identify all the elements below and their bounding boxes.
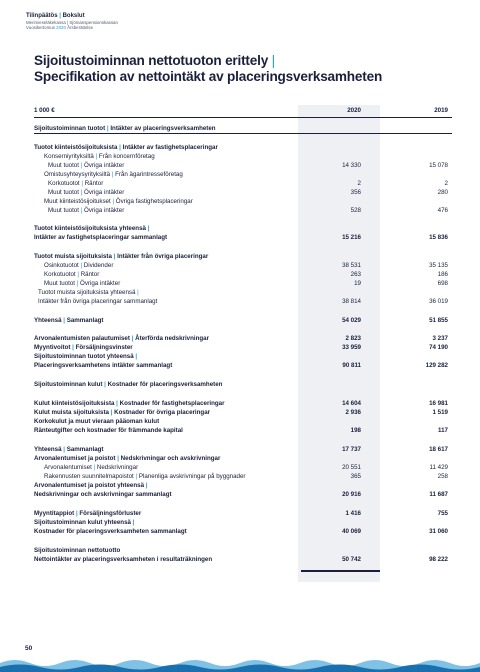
page-number: 50 xyxy=(25,645,33,652)
row-label-sv: Intäkter av fastighetsplaceringar xyxy=(122,144,218,151)
value-2020: 2 xyxy=(357,180,361,187)
row-label-sv: Övriga intäkter xyxy=(84,189,125,196)
header-report-fi: Vuosikertomus xyxy=(26,25,55,31)
row-label xyxy=(44,197,193,206)
value-2020: 33 959 xyxy=(342,344,361,351)
value-2019: 280 xyxy=(437,189,448,196)
row-label-fi: Omistusyhteysyrityksiltä xyxy=(44,171,111,178)
row-label-sv: Räntor xyxy=(80,271,100,278)
row-label-sv: Från ägarintresseföretag xyxy=(115,171,183,178)
row-label-separator: | xyxy=(61,446,67,453)
column-header-2020: 2020 xyxy=(347,107,361,114)
table-row xyxy=(34,316,452,325)
row-label-fi: Tuotot muista sijoituksista yhteensä xyxy=(38,289,136,296)
table-row xyxy=(34,297,452,306)
value-2019: 11 429 xyxy=(429,464,448,471)
row-label-fi: Sijoitustoiminnan kulut yhteensä xyxy=(34,519,131,526)
row-label-separator: | xyxy=(79,180,85,187)
row-label-sv: Räntor xyxy=(84,180,104,187)
row-label xyxy=(34,518,134,527)
header-title-sv: Bokslut xyxy=(62,13,85,19)
row-label-fi: Korkotuotot xyxy=(48,180,80,187)
row-label-separator: | xyxy=(144,482,148,489)
row-label-fi: Arvonalentumiset ja poistot yhteensä xyxy=(34,482,145,489)
value-2020: 2 823 xyxy=(345,335,361,342)
row-label-sv: Kostnader för fastighetsplaceringar xyxy=(119,400,225,407)
row-label-sv: Från koncernföretag xyxy=(98,153,155,160)
row-label-fi: Sijoitustoiminnan nettotuotto xyxy=(34,547,121,554)
header-rule xyxy=(34,117,452,118)
row-label xyxy=(38,288,139,297)
table-row xyxy=(34,490,452,499)
row-label xyxy=(34,445,103,454)
row-label-fi: Tuotot kiinteistösijoituksista xyxy=(34,144,118,151)
header-title-fi: Tilinpäätös xyxy=(26,13,58,19)
row-label-sv: Nedskrivningar xyxy=(96,464,139,471)
row-label-separator: | xyxy=(108,409,115,416)
row-label xyxy=(34,454,220,463)
row-label xyxy=(34,481,147,490)
table-row xyxy=(34,555,452,564)
row-label-fi: Muut tuotot xyxy=(48,162,79,169)
row-label-separator: | xyxy=(102,381,108,388)
row-label-fi: Arvonalentumisten palautumiset xyxy=(34,335,130,342)
row-label-separator: | xyxy=(78,189,85,196)
total-rule xyxy=(301,570,380,572)
table-row xyxy=(34,546,452,555)
row-label-fi: Yhteensä xyxy=(34,317,62,324)
row-label-fi: Korkokulut ja muut vieraan pääoman kulut xyxy=(34,418,160,425)
table-row xyxy=(34,408,452,417)
value-2019: 476 xyxy=(437,207,448,214)
value-2020: 54 029 xyxy=(342,317,361,324)
table-row xyxy=(34,509,452,518)
row-label-fi: Intäkter från övriga placeringar sammanlagt xyxy=(38,298,158,305)
page-title-sv: Specifikation av nettointäkt av placeringsverksamheten xyxy=(34,69,383,84)
table-row xyxy=(34,152,452,161)
table-row xyxy=(34,252,452,261)
value-2019: 258 xyxy=(437,473,448,480)
table-row xyxy=(34,124,452,133)
row-label xyxy=(44,472,245,481)
row-label-fi: Osinkotuotot xyxy=(44,262,79,269)
row-label-fi: Muut kiinteistösijoitukset xyxy=(44,198,111,205)
row-label xyxy=(34,408,210,417)
row-label xyxy=(34,490,172,499)
row-label-separator: | xyxy=(115,455,121,462)
row-label-fi: Tuotot kiinteistösijoituksista yhteensä xyxy=(34,225,146,232)
row-label-sv: Sammanlagt xyxy=(66,446,104,453)
value-2019: 98 222 xyxy=(429,556,448,563)
value-2020: 38 531 xyxy=(342,262,361,269)
value-2020: 365 xyxy=(350,473,361,480)
row-label xyxy=(44,270,99,279)
value-2020: 1 416 xyxy=(345,510,361,517)
row-label xyxy=(34,143,218,152)
row-label xyxy=(34,546,120,555)
row-label-sv: Intäkter av placeringsverksamheten xyxy=(110,125,216,132)
value-2019: 2 xyxy=(444,180,448,187)
row-label xyxy=(48,206,124,215)
page-title-fi: Sijoitustoiminnan nettotuoton erittely | xyxy=(34,53,275,68)
row-label-sv: Övriga fastighetsplaceringar xyxy=(115,198,193,205)
value-2020: 20 916 xyxy=(342,491,361,498)
header-report-sv: Årsberättelse xyxy=(67,25,94,31)
row-label-fi: Intäkter av fastighetsplaceringar sammanlagt xyxy=(34,234,168,241)
row-label-separator: | xyxy=(105,125,111,132)
header-report-line xyxy=(26,25,118,30)
table-row xyxy=(34,445,452,454)
value-2019: 117 xyxy=(438,427,448,434)
row-label-separator: | xyxy=(78,207,85,214)
row-label-fi: Sijoitustoiminnan tuotot xyxy=(34,125,106,132)
table-row xyxy=(34,188,452,197)
value-2019: 15 836 xyxy=(429,234,448,241)
row-label xyxy=(34,343,133,352)
table-row xyxy=(34,161,452,170)
value-2020: 20 551 xyxy=(342,464,361,471)
row-label-separator: | xyxy=(145,225,150,232)
value-2019: 74 190 xyxy=(429,344,448,351)
row-label xyxy=(48,188,124,197)
row-label-fi: Myyntivoitot xyxy=(34,344,71,351)
value-2020: 263 xyxy=(350,271,361,278)
row-label xyxy=(34,124,216,133)
row-label xyxy=(44,261,113,270)
value-2019: 1 519 xyxy=(432,409,448,416)
row-label xyxy=(34,352,137,361)
row-label-fi: Muut tuotot xyxy=(44,280,75,287)
row-label-sv: Övriga intäkter xyxy=(80,280,121,287)
row-label-fi: Kulut muista sijoituksista xyxy=(34,409,109,416)
row-label-sv: Intäkter från övriga placeringar xyxy=(117,253,209,260)
value-2020: 2 936 xyxy=(345,409,361,416)
row-label xyxy=(34,334,209,343)
table-row xyxy=(34,206,452,215)
row-label xyxy=(34,252,208,261)
row-label xyxy=(34,426,183,435)
header-title xyxy=(26,13,118,20)
column-header-2019: 2019 xyxy=(434,107,448,114)
value-2020: 17 737 xyxy=(342,446,361,453)
value-2019: 51 855 xyxy=(429,317,448,324)
row-label-sv: Övriga intäkter xyxy=(84,162,125,169)
row-label xyxy=(34,509,141,518)
row-label-fi: Sijoitustoiminnan kulut xyxy=(34,381,103,388)
table-row xyxy=(34,352,452,361)
table-row xyxy=(34,270,452,279)
row-label-separator: | xyxy=(61,317,67,324)
table-row xyxy=(34,518,452,527)
table-row xyxy=(34,417,452,426)
row-label xyxy=(44,279,120,288)
row-label xyxy=(34,399,225,408)
row-label-separator: | xyxy=(129,335,136,342)
row-label-separator: | xyxy=(93,153,99,160)
row-label-separator: | xyxy=(110,171,116,178)
row-label xyxy=(44,463,138,472)
value-2020: 198 xyxy=(350,427,361,434)
table-row xyxy=(34,334,452,343)
value-2020: 528 xyxy=(350,207,361,214)
header-separator: | xyxy=(59,13,61,19)
table-row xyxy=(34,454,452,463)
value-2019: 18 617 xyxy=(429,446,448,453)
table-row xyxy=(34,399,452,408)
row-label xyxy=(34,555,212,564)
row-label-separator: | xyxy=(74,510,80,517)
row-label-fi: Korkotuotot xyxy=(44,271,76,278)
row-label-fi: Nettointäkter av placeringsverksamheten i resultaträkningen xyxy=(34,556,213,563)
row-label-sv: Planenliga avskrivningar på byggnader xyxy=(138,473,246,480)
row-label-separator: | xyxy=(133,353,138,360)
table-header-row xyxy=(34,106,452,115)
table-row xyxy=(34,170,452,179)
section-rule xyxy=(34,133,452,134)
table-row xyxy=(34,426,452,435)
table-row xyxy=(34,527,452,536)
table-row xyxy=(34,361,452,370)
table-row xyxy=(34,179,452,188)
row-label-separator: | xyxy=(117,144,123,151)
unit-label: 1 000 € xyxy=(34,107,55,114)
row-label xyxy=(48,179,103,188)
row-label xyxy=(44,170,183,179)
row-label xyxy=(34,361,172,370)
row-label-separator: | xyxy=(70,344,76,351)
value-2020: 90 811 xyxy=(342,362,361,369)
table-row xyxy=(34,288,452,297)
row-label-separator: | xyxy=(75,271,81,278)
header-organization: Merimieseläkekassa | Sjömanspensionskassan xyxy=(26,20,118,26)
row-label-fi: Yhteensä xyxy=(34,446,62,453)
row-label-fi: Arvonalentumiset ja poistot xyxy=(34,455,116,462)
row-label-fi: Myyntitappiot xyxy=(34,510,75,517)
value-2020: 14 330 xyxy=(342,162,361,169)
value-2020: 38 814 xyxy=(342,298,361,305)
table-row xyxy=(34,343,452,352)
row-label-separator: | xyxy=(110,198,116,205)
value-2019: 3 237 xyxy=(432,335,448,342)
table-row xyxy=(34,472,452,481)
table-row xyxy=(34,261,452,270)
row-label-separator: | xyxy=(135,289,139,296)
row-label-separator: | xyxy=(78,162,85,169)
document-header xyxy=(26,13,118,31)
row-label-separator: | xyxy=(114,400,120,407)
value-2019: 129 282 xyxy=(425,362,448,369)
value-2020: 356 xyxy=(350,189,361,196)
row-label-fi: Ränteutgifter och kostnader för främmande kapital xyxy=(34,427,183,434)
row-label-fi: Kulut kiinteistösijoituksista xyxy=(34,400,115,407)
table-row xyxy=(34,233,452,242)
value-2019: 36 019 xyxy=(429,298,448,305)
table-row xyxy=(34,481,452,490)
page-title xyxy=(34,53,382,85)
row-label xyxy=(34,316,103,325)
value-2019: 755 xyxy=(437,510,448,517)
row-label-fi: Muut tuotot xyxy=(48,189,79,196)
value-2019: 35 135 xyxy=(429,262,448,269)
row-label-separator: | xyxy=(74,280,81,287)
row-label-fi: Muut tuotot xyxy=(48,207,79,214)
value-2020: 50 742 xyxy=(342,556,361,563)
row-label-fi: Tuotot muista sijoituksista xyxy=(34,253,112,260)
row-label-fi: Nedskrivningar och avskrivningar sammanlagt xyxy=(34,491,172,498)
table-row xyxy=(34,197,452,206)
row-label-sv: Kostnader för placeringsverksamheten xyxy=(107,381,223,388)
row-label-sv: Sammanlagt xyxy=(66,317,104,324)
row-label-separator: | xyxy=(91,464,97,471)
value-2020: 40 069 xyxy=(342,528,361,535)
value-2020: 14 604 xyxy=(342,400,361,407)
value-2019: 16 981 xyxy=(429,400,448,407)
row-label-separator: | xyxy=(133,473,139,480)
row-label-fi: Sijoitustoiminnan tuotot yhteensä xyxy=(34,353,134,360)
header-year: 2020 xyxy=(56,25,66,31)
value-2020: 15 216 xyxy=(342,234,361,241)
row-label-sv: Dividender xyxy=(83,262,114,269)
row-label-sv: Försäljningsförluster xyxy=(79,510,142,517)
row-label-sv: Övriga intäkter xyxy=(84,207,125,214)
table-row xyxy=(34,380,452,389)
value-2019: 31 060 xyxy=(429,528,448,535)
row-label-sv: Kostnader för övriga placeringar xyxy=(114,409,211,416)
table-row xyxy=(34,463,452,472)
row-label xyxy=(34,417,159,426)
row-label xyxy=(34,380,222,389)
table-row xyxy=(34,224,452,233)
row-label xyxy=(34,233,167,242)
row-label-fi: Placeringsverksamhetens intäkter sammanlagt xyxy=(34,362,173,369)
row-label xyxy=(34,527,187,536)
row-label xyxy=(38,297,157,306)
row-label-separator: | xyxy=(130,519,135,526)
row-label-fi: Arvonalentumiset xyxy=(44,464,92,471)
footer-wave-decoration xyxy=(0,657,480,672)
row-label-sv: Nedskrivningar och avskrivningar xyxy=(120,455,221,462)
row-label xyxy=(44,152,155,161)
row-label xyxy=(34,224,149,233)
table-row xyxy=(34,279,452,288)
row-label xyxy=(48,161,124,170)
table-row xyxy=(34,143,452,152)
value-2019: 698 xyxy=(437,280,448,287)
row-label-sv: Försäljningsvinster xyxy=(75,344,133,351)
row-label-sv: Återförda nedskrivningar xyxy=(135,335,210,342)
value-2019: 15 078 xyxy=(429,162,448,169)
row-label-separator: | xyxy=(78,262,84,269)
value-2019: 186 xyxy=(437,271,448,278)
row-label-fi: Kostnader för placeringsverksamheten sammanlagt xyxy=(34,528,187,535)
row-label-separator: | xyxy=(111,253,118,260)
row-label-fi: Rakennusten suunnitelmapoistot xyxy=(44,473,134,480)
value-2020: 19 xyxy=(354,280,361,287)
value-2019: 11 687 xyxy=(429,491,448,498)
row-label-fi: Konserniyrityksiltä xyxy=(44,153,94,160)
